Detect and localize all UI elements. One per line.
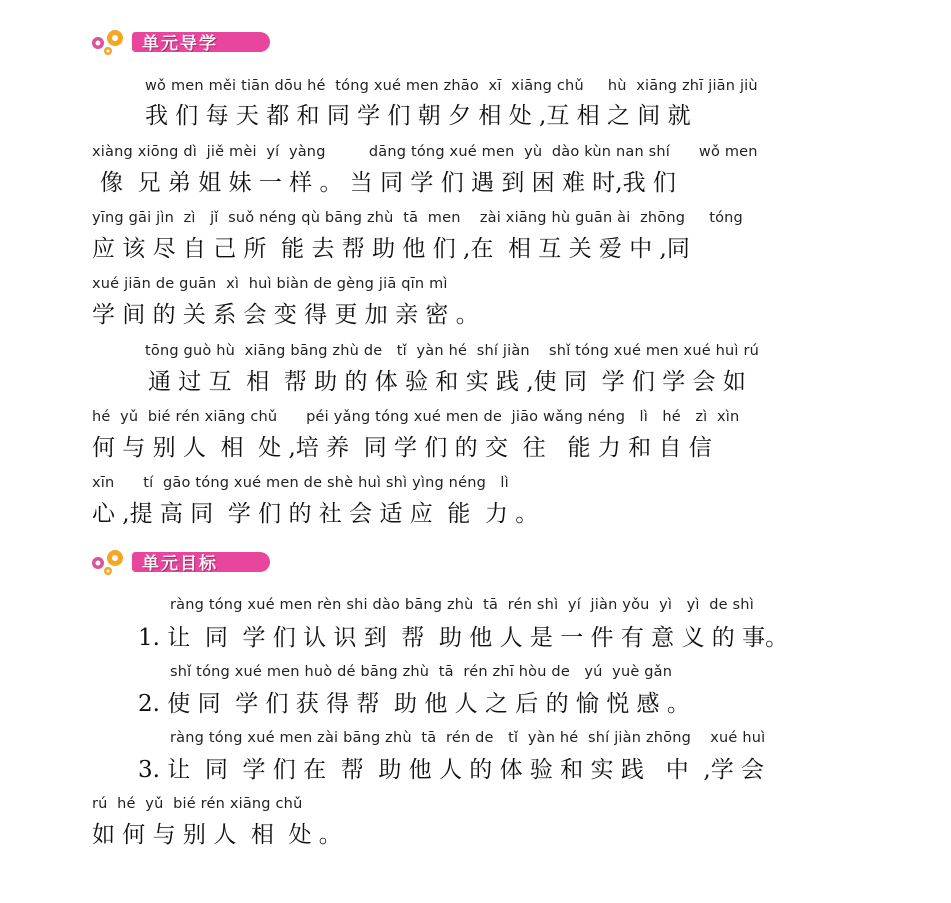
pinyin-line: tōng guò hù xiāng bāng zhù de tǐ yàn hé shí jiàn shǐ tóng xué men xué huì rú [145, 343, 760, 359]
section-banner-guide [88, 26, 273, 58]
text-line: 通 过 互 相 帮 助 的 体 验 和 实 践 ,使 同 学 们 学 会 如 [148, 369, 746, 395]
section-heading: 单元目标 [142, 554, 218, 574]
text-line: 应 该 尽 自 己 所 能 去 帮 助 他 们 ,在 相 互 关 爱 中 ,同 [92, 236, 690, 262]
pinyin-line: xīn tí gāo tóng xué men de shè huì shì yìng néng lì [92, 475, 509, 491]
pinyin-line: ràng tóng xué men rèn shi dào bāng zhù tā rén shì yí jiàn yǒu yì yì de shì [170, 597, 754, 613]
text-line: 我 们 每 天 都 和 同 学 们 朝 夕 相 处 ,互 相 之 间 就 [145, 103, 691, 129]
gears-icon [88, 28, 132, 56]
pinyin-line: shǐ tóng xué men huò dé bāng zhù tā rén zhī hòu de yú yuè gǎn [170, 664, 673, 680]
text-line: 何 与 别 人 相 处 ,培 养 同 学 们 的 交 往 能 力 和 自 信 [92, 435, 712, 461]
section-banner-goals [88, 546, 273, 578]
text-line: 像 兄 弟 姐 妹 一 样 。 当 同 学 们 遇 到 困 难 时,我 们 [100, 170, 676, 196]
pinyin-line: xiàng xiōng dì jiě mèi yí yàng dāng tóng xué men yù dào kùn nan shí wǒ men [92, 144, 758, 160]
text-line: 如 何 与 别 人 相 处 。 [92, 822, 342, 848]
text-line: 心 ,提 高 同 学 们 的 社 会 适 应 能 力 。 [92, 501, 539, 527]
goal-item: 1. 让 同 学 们 认 识 到 帮 助 他 人 是 一 件 有 意 义 的 事。 [138, 625, 789, 651]
pinyin-line: xué jiān de guān xì huì biàn de gèng jiā qīn mì [92, 276, 448, 292]
pinyin-line: hé yǔ bié rén xiāng chǔ péi yǎng tóng xué men de jiāo wǎng néng lì hé zì xìn [92, 409, 740, 425]
text-line: 学 间 的 关 系 会 变 得 更 加 亲 密 。 [92, 302, 479, 328]
goal-item: 2. 使 同 学 们 获 得 帮 助 他 人 之 后 的 愉 悦 感 。 [138, 691, 690, 717]
pinyin-line: yīng gāi jìn zì jǐ suǒ néng qù bāng zhù tā men zài xiāng hù guān ài zhōng tóng [92, 210, 743, 226]
section-heading: 单元导学 [142, 34, 218, 54]
gears-icon [88, 548, 132, 576]
pinyin-line: wǒ men měi tiān dōu hé tóng xué men zhāo xī xiāng chǔ hù xiāng zhī jiān jiù [145, 78, 758, 94]
pinyin-line: ràng tóng xué men zài bāng zhù tā rén de tǐ yàn hé shí jiàn zhōng xué huì [170, 730, 766, 746]
pinyin-line: rú hé yǔ bié rén xiāng chǔ [92, 796, 303, 812]
goal-item: 3. 让 同 学 们 在 帮 助 他 人 的 体 验 和 实 践 中 ,学 会 [138, 757, 765, 783]
